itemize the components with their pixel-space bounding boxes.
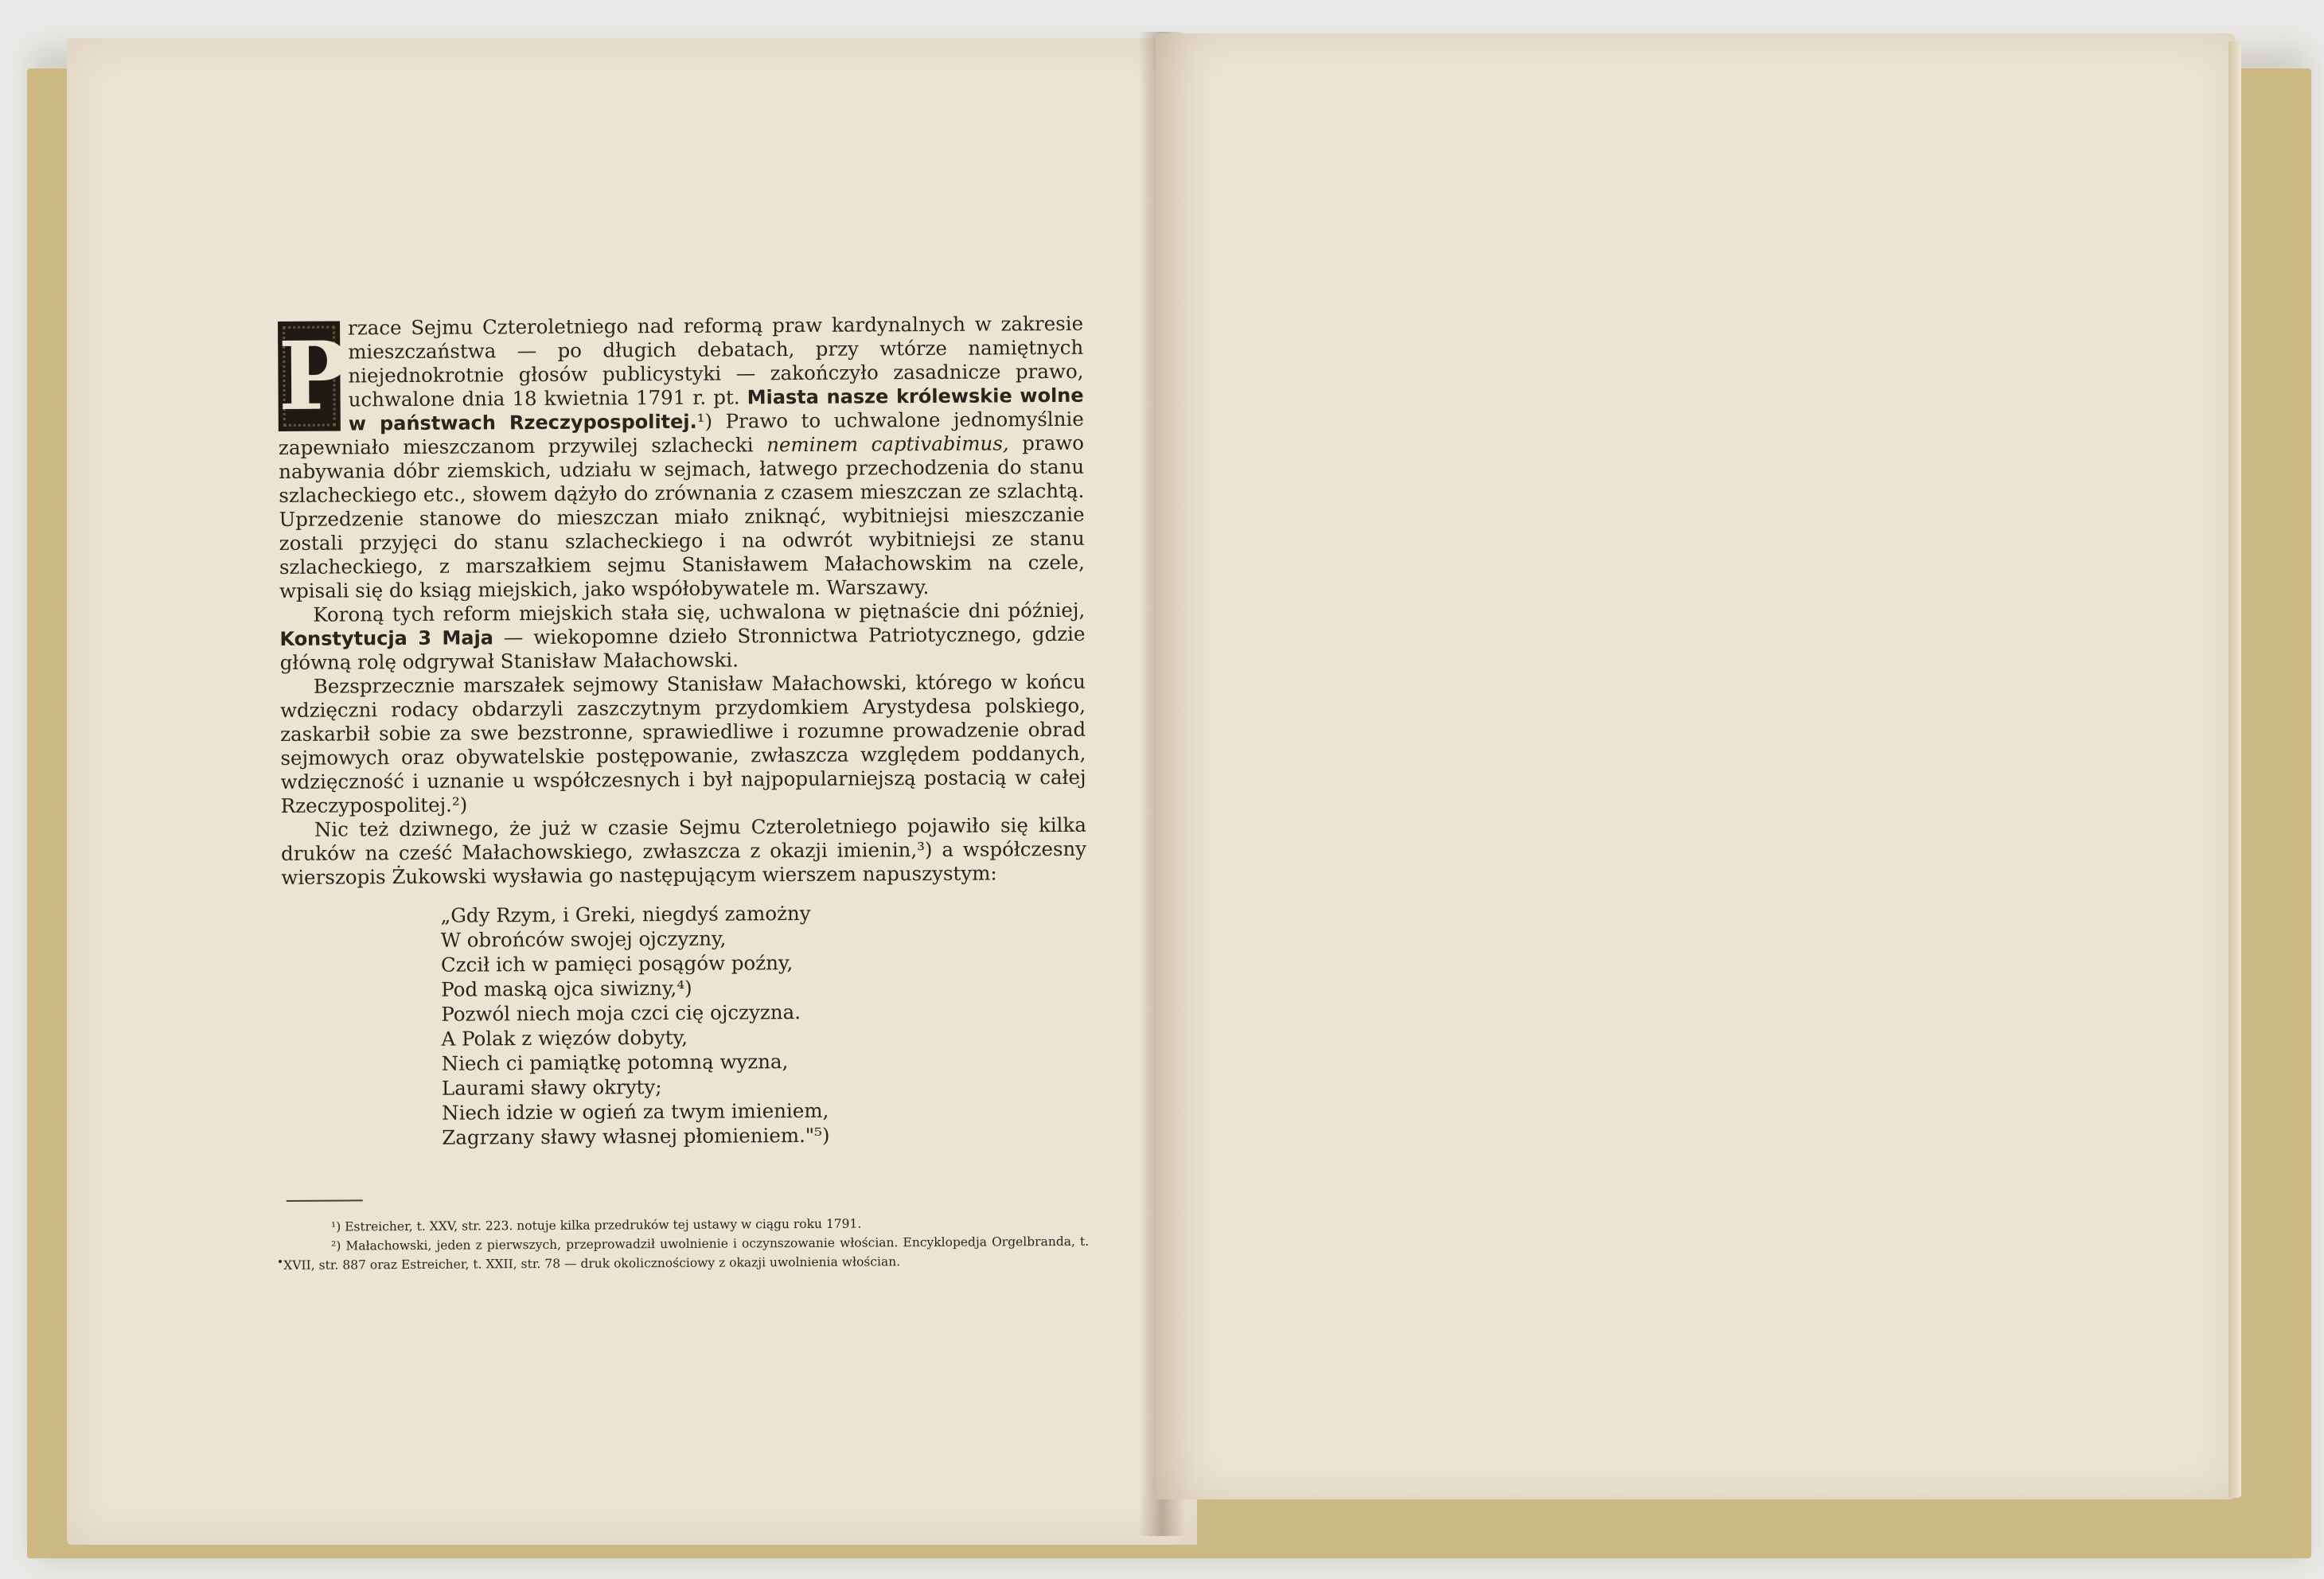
left-page-text — [278, 312, 1089, 1275]
poem-line: Niech ci pamiątkę potomną wyzna, — [441, 1050, 789, 1075]
footnote: ¹) Estreicher, t. XXV, str. 223. notuje kilka przedruków tej ustawy w ciągu roku 1791. — [330, 1216, 862, 1234]
poem-line: Pod maską ojca siwizny,⁴) — [441, 976, 692, 1001]
left-footnotes — [283, 1213, 1089, 1275]
paragraph-2: Koroną tych reform miejskich stała się, uchwalona w piętnaście dni później, Konstytucja 3 Maja — wiekopomne dzieło Stronnictwa Patriotycznego, gdzie główną rolę odgrywał Stanisław Małachowski. — [279, 598, 1086, 674]
poem-line: Laurami sławy okryty; — [441, 1075, 662, 1100]
bold-konstytucja: Konstytucja 3 Maja — [279, 626, 494, 650]
footnote-rule — [287, 1199, 363, 1202]
left-page — [67, 38, 1197, 1545]
paragraph-4: Nic też dziwnego, że już w czasie Sejmu Czteroletniego pojawiło się kilka druków na cześć Małachowskiego, zwłaszcza z okazji imienin,³) a współczesny wierszopis Żukowski wysławia go następującym wierszem napuszystym: — [281, 813, 1087, 889]
poem-line: Pozwól niech moja czci cię ojczyzna. — [441, 1000, 801, 1026]
poem-line: Niech idzie w ogień za twym imieniem, — [442, 1098, 829, 1125]
paragraph-1: P rzace Sejmu Czteroletniego nad reformą praw kardynalnych w zakresie mieszczaństwa — po długich debatach, przy wtórze namiętnych niejednokrotnie głosów publicystyki — zakończyło zasadnicze prawo, uchwalone dnia 18 kwietnia 1791 r. pt. Miasta nasze królewskie wolne w państwach Rzeczypospolitej.¹) Prawo to uchwalone jednomyślnie zapewniało mieszczanom przywilej szlachecki neminem captivabimus, prawo nabywania dóbr ziemskich, udziału w sejmach, łatwego przechodzenia do stanu szlacheckiego etc., słowem dążyło do zrównania z czasem mieszczan ze szlachtą. Uprzedzenie stanowe do mieszczan miało zniknąć, wybitniejsi mieszczanie zostali przyjęci do stanu szlacheckiego i na odwrót wybitniejsi ze stanu szlacheckiego, z marszałkiem sejmu Stanisławem Małachowskim na czele, wpisali się do ksiąg miejskich, jako współobywatele m. Warszawy. — [278, 311, 1085, 602]
ink-mark — [279, 1260, 282, 1263]
right-page — [1156, 33, 2235, 1499]
bold-title: Miasta nasze królewskie wolne w państwach Rzeczypospolitej. — [348, 384, 1084, 435]
poem-line: Zagrzany sławy własnej płomieniem."⁵) — [442, 1123, 830, 1149]
paragraph-3: Bezsprzecznie marszałek sejmowy Stanisław Małachowski, którego w końcu wdzięczni rodacy obdarzyli zaszczytnym przydomkiem Arystydesa polskiego, zaskarbił sobie za swe bezstronne, sprawiedliwe i rozumne prowadzenie obrad sejmowych oraz obywatelskie postępowanie, zwłaszcza względem poddanych, wdzięczność i uznanie u współczesnych i był najpopularniejszą postacią w całej Rzeczypospolitej.²) — [279, 669, 1086, 817]
poem-line: A Polak z więzów dobyty, — [441, 1025, 688, 1051]
poem-line: „Gdy Rzym, i Greki, niegdyś zamożny — [440, 901, 811, 927]
page-edge — [2228, 41, 2241, 1498]
decorative-initial: P — [278, 320, 349, 431]
poem-zukowski — [441, 899, 1089, 1150]
poem-line: Czcił ich w pamięci posągów poźny, — [440, 951, 794, 977]
poem-line: W obrońców swojej ojczyzny, — [440, 926, 727, 952]
footnote: ²) Małachowski, jeden z pierwszych, przeprowadził uwolnienie i oczynszowanie włościan. Encyklopedja Orgelbranda, t. XVII, str. 887 oraz Estreicher, t. XXII, str. 78 — druk okolicznościowy z okazji uwolnienia włościan. — [283, 1234, 1090, 1273]
